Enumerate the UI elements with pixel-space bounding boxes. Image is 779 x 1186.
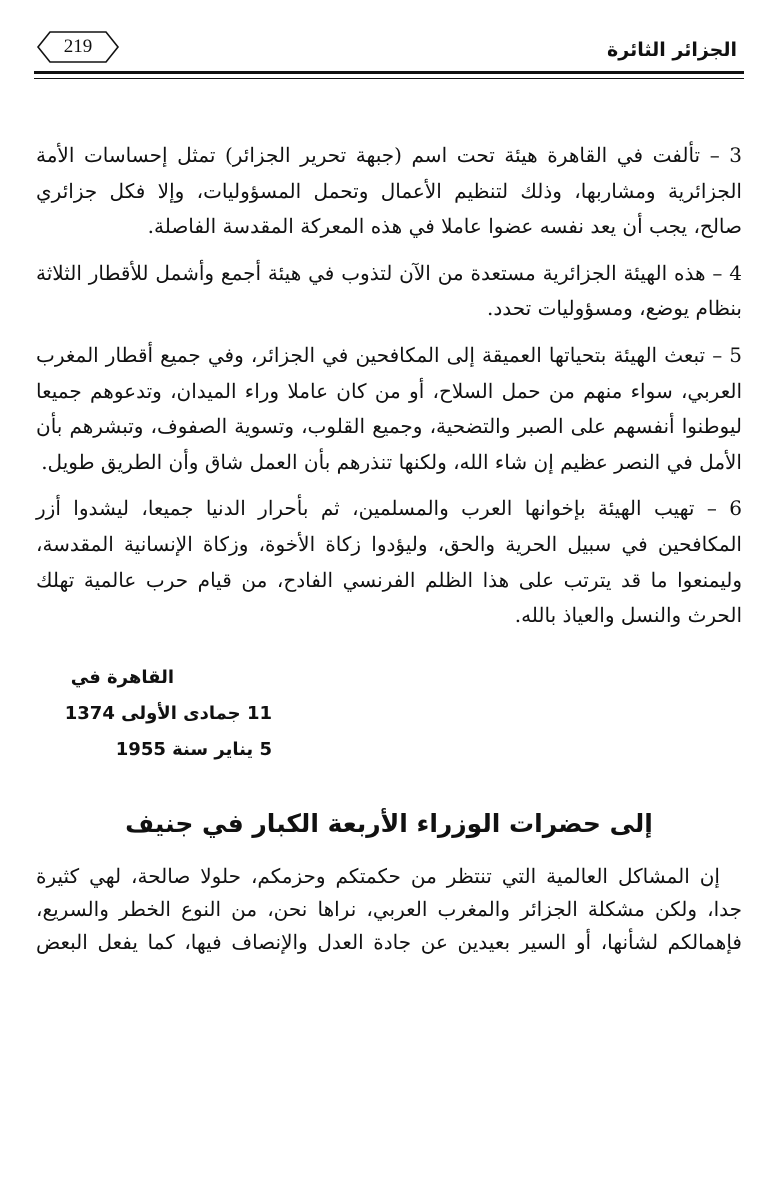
page-number-badge (36, 30, 120, 64)
paragraph-number: 5 – (712, 342, 743, 367)
paragraph-text: هذه الهيئة الجزائرية مستعدة من الآن لتذوب في هيئة أجمع وأشمل للأقطار الثلاثة بنظام يوضع، ومسؤوليات تحدد. (36, 260, 742, 321)
paragraph-3 (36, 138, 742, 245)
header-rule-thick (34, 71, 744, 74)
paragraph-4 (36, 256, 742, 327)
signature-block (36, 660, 742, 768)
signature-hijri-date: 11 جمادى الأولى 1374 (64, 702, 272, 724)
page-content (36, 138, 742, 959)
section-body: إن المشاكل العالمية التي تنتظر من حكمتكم وحزمكم، حلولا صالحة، لهي كثيرة جدا، ولكن مشكلة الجزائر والمغرب العربي، نراها نحن، من النوع الخطر والسريع، فإهمالكم لشأنها، أو السير بعيدين عن جادة العدل والإنصاف فيها، كما يفعل البعض (36, 863, 742, 954)
header-rule-thin (34, 78, 744, 79)
paragraph-number: 3 – (709, 143, 743, 167)
paragraph-number: 4 – (712, 260, 743, 285)
paragraph-number: 6 – (706, 496, 742, 521)
signature-gregorian-date: 5 يناير سنة 1955 (115, 738, 272, 760)
signature-place: القاهرة في (70, 666, 174, 688)
running-title: الجزائر الثائرة (607, 39, 737, 61)
paragraph-text: تألفت في القاهرة هيئة تحت اسم (جبهة تحرير الجزائر) تمثل إحساسات الأمة الجزائرية ومشاربها، وذلك لتنظيم الأعمال وتحمل المسؤوليات، وإلا فكل جزائري صالح، يجب أن يعد نفسه عضوا عاملا في هذه المعركة المقدسة الفاصلة. (36, 143, 742, 239)
paragraph-text: تبعث الهيئة بتحياتها العميقة إلى المكافحين في الجزائر، وفي جميع أقطار المغرب العربي، سواء منهم من حمل السلاح، أو من كان عاملا وراء الميدان، وتدعوهم جميعا ليوطنوا أنفسهم على الصبر والتضحية، وجميع القلوب، وتسوية الصفوف، وتبشرهم بأن الأمل في النصر عظيم إن شاء الله، ولكنها تنذرهم بأن العمل شاق وأن الطريق طويل. (36, 342, 742, 474)
section-title: إلى حضرات الوزراء الأربعة الكبار في جنيف (125, 808, 653, 838)
paragraph-6 (36, 491, 742, 633)
paragraph-text: تهيب الهيئة بإخوانها العرب والمسلمين، ثم بأحرار الدنيا جميعا، ليشدوا أزر المكافحين في سبيل الحرية والحق، وليؤدوا زكاة الأخوة، وزكاة الإنسانية المقدسة، وليمنعوا ما قد يترتب على هذا الظلم الفرنسي الفادح، من قيام حرب عالمية تهلك الحرث والنسل والعياذ بالله. (36, 496, 742, 628)
page-number: 219 (63, 36, 93, 57)
paragraph-5 (36, 338, 742, 480)
